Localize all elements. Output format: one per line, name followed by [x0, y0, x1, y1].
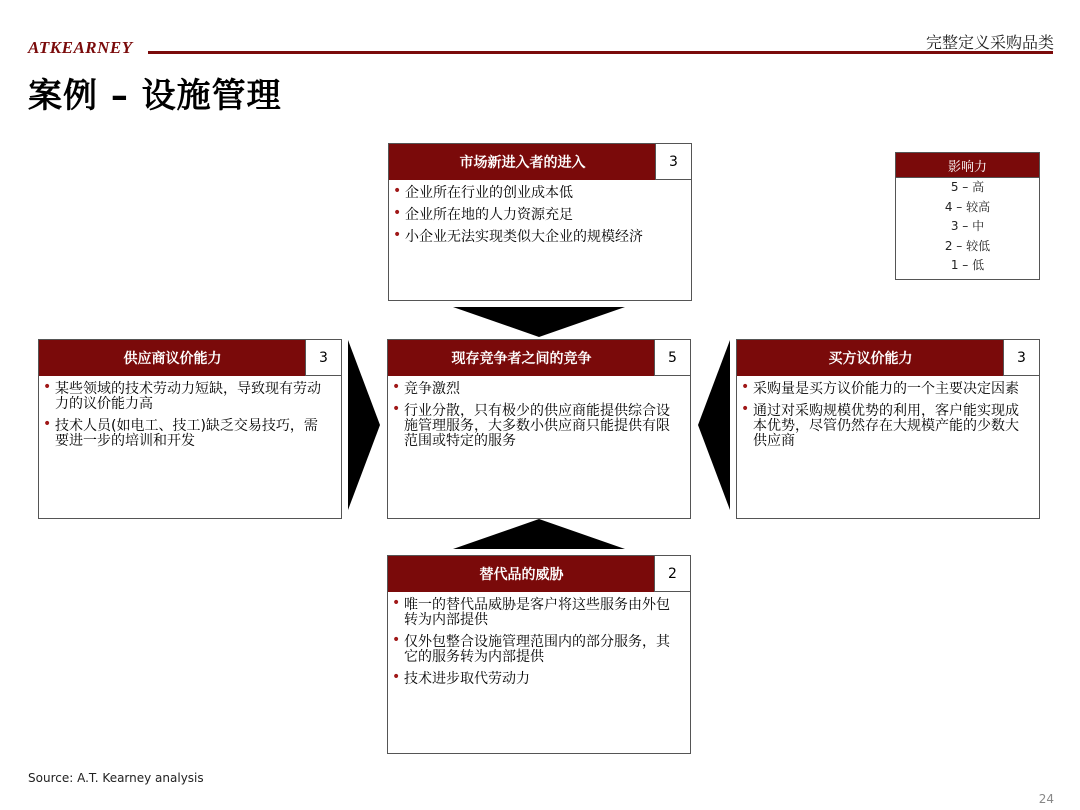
- list-item: • 企业所在行业的创业成本低: [405, 186, 643, 201]
- impact-score: 5: [654, 340, 690, 376]
- box-substitutes: [387, 555, 691, 754]
- list-item: • 小企业无法实现类似大企业的规模经济: [405, 230, 643, 245]
- list-item: • 技术进步取代劳动力: [404, 672, 680, 687]
- arrow-up-icon: [453, 519, 625, 549]
- bullet-list: [389, 182, 653, 252]
- legend-title: 影响力: [896, 153, 1039, 178]
- bullet-list: [388, 594, 690, 694]
- bullet-list: [39, 378, 341, 456]
- section-label: 完整定义采购品类: [925, 33, 1054, 52]
- list-item: • 唯一的替代品威胁是客户将这些服务由外包转为内部提供: [404, 598, 680, 628]
- page-title: 案例 – 设施管理: [28, 76, 282, 116]
- header-rule: [148, 51, 1053, 54]
- list-item: • 企业所在地的人力资源充足: [405, 208, 643, 223]
- box-new-entrants: [388, 143, 692, 301]
- legend-item: 3 – 中: [950, 219, 985, 233]
- box-rivalry: [387, 339, 691, 519]
- legend-item: 4 – 较高: [944, 199, 991, 214]
- list-item: • 某些领域的技术劳动力短缺，导致现有劳动力的议价能力高: [55, 382, 331, 412]
- company-logo: ATKEARNEY: [28, 38, 133, 57]
- arrow-left-icon: [698, 340, 730, 510]
- bullet-list: [388, 378, 690, 456]
- source-note: Source: A.T. Kearney analysis: [28, 771, 204, 785]
- box-title: 替代品的威胁: [388, 556, 655, 592]
- list-item: • 行业分散，只有极少的供应商能提供综合设施管理服务，大多数小供应商只能提供有限范围或特定的服务: [404, 404, 680, 449]
- box-title: 现存竞争者之间的竞争: [388, 340, 655, 376]
- arrow-down-icon: [453, 307, 625, 337]
- impact-score: 3: [305, 340, 341, 376]
- bullet-list: [737, 378, 1039, 456]
- box-title: 买方议价能力: [737, 340, 1004, 376]
- impact-score: 2: [654, 556, 690, 592]
- impact-legend: [895, 152, 1040, 280]
- box-title: 市场新进入者的进入: [389, 144, 656, 180]
- legend-item: 5 – 高: [950, 180, 985, 194]
- box-supplier-power: [38, 339, 342, 519]
- impact-score: 3: [1003, 340, 1039, 376]
- box-title: 供应商议价能力: [39, 340, 306, 376]
- list-item: • 竞争激烈: [404, 382, 680, 397]
- arrow-right-icon: [348, 340, 380, 510]
- box-buyer-power: [736, 339, 1040, 519]
- list-item: • 仅外包整合设施管理范围内的部分服务，其它的服务转为内部提供: [404, 635, 680, 665]
- legend-item: 2 – 较低: [944, 238, 991, 253]
- list-item: • 技术人员(如电工、技工)缺乏交易技巧，需要进一步的培训和开发: [55, 419, 331, 449]
- page-number: 24: [1038, 792, 1054, 806]
- list-item: • 采购量是买方议价能力的一个主要决定因素: [753, 382, 1029, 397]
- impact-score: 3: [655, 144, 691, 180]
- list-item: • 通过对采购规模优势的利用，客户能实现成本优势，尽管仍然存在大规模产能的少数大供应商: [753, 404, 1029, 449]
- legend-item: 1 – 低: [950, 258, 985, 272]
